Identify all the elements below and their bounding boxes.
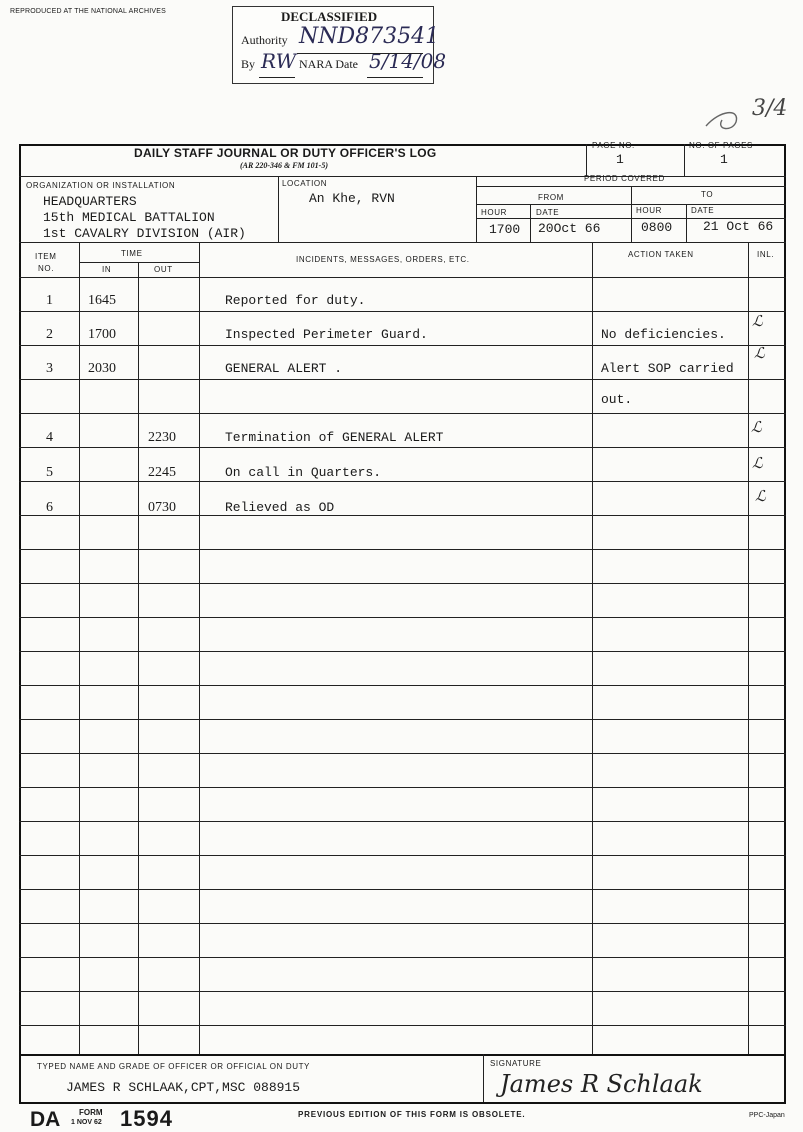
no-of-pages-value: 1 <box>720 152 728 167</box>
initials-mark-6: ℒ <box>755 487 766 505</box>
to-hour-label: HOUR <box>636 206 662 215</box>
col-time-label: TIME <box>121 249 143 258</box>
initials-mark-5: ℒ <box>752 454 763 472</box>
col-in-label: IN <box>102 265 112 274</box>
entry-item-no: 6 <box>46 500 53 515</box>
from-label: FROM <box>538 193 564 202</box>
entry-time-in: 2030 <box>88 361 116 376</box>
initials-mark-4: ℒ <box>751 418 762 436</box>
form-title: DAILY STAFF JOURNAL OR DUTY OFFICER'S LOG <box>134 146 437 160</box>
entry-incident: Relieved as OD <box>225 500 335 515</box>
entry-item-no: 1 <box>46 293 53 308</box>
entry-time-in: 1645 <box>88 293 116 308</box>
signature-label: SIGNATURE <box>490 1059 542 1068</box>
stamp-by-label: By <box>241 57 256 71</box>
archive-notice: REPRODUCED AT THE NATIONAL ARCHIVES <box>10 8 166 15</box>
typed-name-label: TYPED NAME AND GRADE OF OFFICER OR OFFICIAL ON DUTY <box>37 1062 310 1071</box>
initials-mark-3: ℒ <box>754 344 765 362</box>
entry-action: out. <box>601 392 633 407</box>
form-subtitle: (AR 220-346 & FM 101-5) <box>240 161 328 170</box>
no-of-pages-label: NO. OF PAGES <box>689 141 753 150</box>
footer-previous-edition: PREVIOUS EDITION OF THIS FORM IS OBSOLETE. <box>298 1110 526 1119</box>
corner-note: 3/4 <box>752 96 788 121</box>
entry-item-no: 3 <box>46 361 53 376</box>
stamp-by-value: RW <box>261 49 297 73</box>
org-line-1: HEADQUARTERS <box>43 194 137 209</box>
period-covered-label: PERIOD COVERED <box>584 174 665 183</box>
page-no-label: PAGE NO. <box>592 141 635 150</box>
entry-time-in: 1700 <box>88 327 116 342</box>
entry-item-no: 4 <box>46 430 53 445</box>
declassification-stamp <box>232 6 447 84</box>
typed-name-value: JAMES R SCHLAAK,CPT,MSC 088915 <box>66 1080 301 1095</box>
footer-printer: PPC-Japan <box>749 1112 785 1119</box>
from-hour-value: 1700 <box>489 222 521 237</box>
stamp-authority-value: NND873541 <box>299 24 440 49</box>
entry-item-no: 5 <box>46 465 53 480</box>
col-inl-label: INL. <box>757 250 775 259</box>
footer-form-number: 1594 <box>120 1106 173 1131</box>
entry-time-out: 0730 <box>148 500 176 515</box>
col-action-label: ACTION TAKEN <box>628 250 694 259</box>
entry-item-no: 2 <box>46 327 53 342</box>
footer-da: DA <box>30 1108 61 1131</box>
from-hour-label: HOUR <box>481 208 507 217</box>
stamp-title: DECLASSIFIED <box>281 9 378 24</box>
entry-incident: GENERAL ALERT . <box>225 361 343 376</box>
to-date-label: DATE <box>691 206 715 215</box>
stamp-nara-date-label: NARA Date <box>299 57 358 71</box>
location-label: LOCATION <box>282 179 328 188</box>
signature: James R Schlaak <box>500 1070 703 1098</box>
to-label: TO <box>701 190 714 199</box>
from-date-label: DATE <box>536 208 560 217</box>
footer-form-date: 1 NOV 62 <box>71 1119 102 1126</box>
col-item-label: ITEM <box>35 252 57 261</box>
to-hour-value: 0800 <box>641 220 673 235</box>
org-line-3: 1st CAVALRY DIVISION (AIR) <box>43 226 246 241</box>
stamp-authority-label: Authority <box>241 33 288 47</box>
org-line-2: 15th MEDICAL BATTALION <box>43 210 215 225</box>
org-label: ORGANIZATION OR INSTALLATION <box>26 181 176 190</box>
entry-incident: Reported for duty. <box>225 293 366 308</box>
entry-time-out: 2245 <box>148 465 176 480</box>
entry-incident: On call in Quarters. <box>225 465 382 480</box>
location-value: An Khe, RVN <box>309 191 395 206</box>
col-incidents-label: INCIDENTS, MESSAGES, ORDERS, ETC. <box>296 255 470 264</box>
stamp-date-value: 5/14/08 <box>369 49 447 73</box>
initials-mark-2: ℒ <box>752 312 763 330</box>
entry-incident: Termination of GENERAL ALERT <box>225 430 444 445</box>
staff-journal-form <box>19 144 786 1056</box>
col-out-label: OUT <box>154 265 173 274</box>
entry-action: No deficiencies. <box>601 327 726 342</box>
entry-action: Alert SOP carried <box>601 361 734 376</box>
page-no-value: 1 <box>616 152 624 167</box>
from-date-value: 20Oct 66 <box>538 221 601 236</box>
col-no-label: NO. <box>38 264 55 273</box>
entry-time-out: 2230 <box>148 430 176 445</box>
entry-incident: Inspected Perimeter Guard. <box>225 327 428 342</box>
footer-form-label: FORM <box>79 1108 103 1117</box>
to-date-value: 21 Oct 66 <box>703 219 774 234</box>
